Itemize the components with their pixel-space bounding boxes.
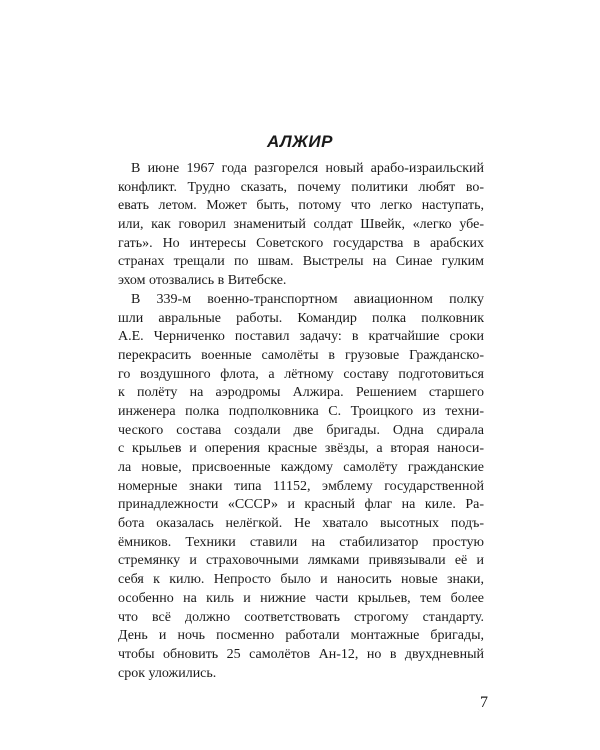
body-text xyxy=(118,160,484,683)
text-line: ческого состава создали две бригады. Одна сдирала xyxy=(118,422,484,438)
paragraph-2 xyxy=(118,291,484,683)
text-line: шли авральные работы. Командир полка полковник xyxy=(118,310,484,326)
text-line: срок уложились. xyxy=(118,665,217,681)
text-line: бота оказалась нелёгкой. Не хватало высотных подъ- xyxy=(118,516,484,532)
text-line: с крыльев и оперения красные звёзды, а вторая наноси- xyxy=(118,441,484,457)
text-line: себя к килю. Непросто было и наносить новые знаки, xyxy=(118,572,484,588)
text-line: День и ночь посменно работали монтажные бригады, xyxy=(118,628,484,644)
text-line: или, как говорил знаменитый солдат Швейк, «легко убе- xyxy=(118,217,484,233)
text-line: В июне 1967 года разгорелся новый арабо-израильский xyxy=(131,161,484,176)
text-line: инженера полка подполковника С. Троицкого из техни- xyxy=(118,403,484,419)
text-line: принадлежности «СССР» и красный флаг на киле. Ра- xyxy=(118,497,484,513)
text-line: ёмников. Техники ставили на стабилизатор простую xyxy=(118,534,484,550)
text-line: ла новые, присвоенные каждому самолёту гражданские xyxy=(118,460,484,475)
text-line: особенно на киль и нижние части крыльев, тем более xyxy=(118,590,484,606)
text-line: А.Е. Черниченко поставил задачу: в кратчайшие сроки xyxy=(118,329,484,345)
text-line: странах трещали по швам. Выстрелы на Синае гулким xyxy=(118,254,484,270)
page-number: 7 xyxy=(480,694,488,711)
text-line: перекрасить военные самолёты в грузовые Гражданско- xyxy=(118,347,484,363)
text-line: В 339-м военно-транспортном авиационном полку xyxy=(131,291,484,307)
chapter-title: АЛЖИР xyxy=(267,132,333,151)
text-line: стремянку и страховочными лямками привязывали её и xyxy=(118,553,484,569)
text-line: чтобы обновить 25 самолётов Ан-12, но в двухдневный xyxy=(118,646,484,662)
text-line: номерные знаки типа 11152, эмблему государственной xyxy=(118,478,484,494)
text-line: го воздушного флота, а лётному составу подготовиться xyxy=(118,366,484,382)
text-line: конфликт. Трудно сказать, почему политики любят во- xyxy=(118,179,484,195)
paragraph-1 xyxy=(118,160,484,291)
text-line: что всё должно соответствовать строгому стандарту. xyxy=(118,609,484,625)
text-line: эхом отозвались в Витебске. xyxy=(118,273,287,289)
text-line: евать летом. Может быть, потому что легко наступать, xyxy=(118,198,484,214)
text-line: к полёту на аэродромы Алжира. Решением старшего xyxy=(118,385,484,401)
text-line: гать». Но интересы Советского государства в арабских xyxy=(118,235,484,251)
